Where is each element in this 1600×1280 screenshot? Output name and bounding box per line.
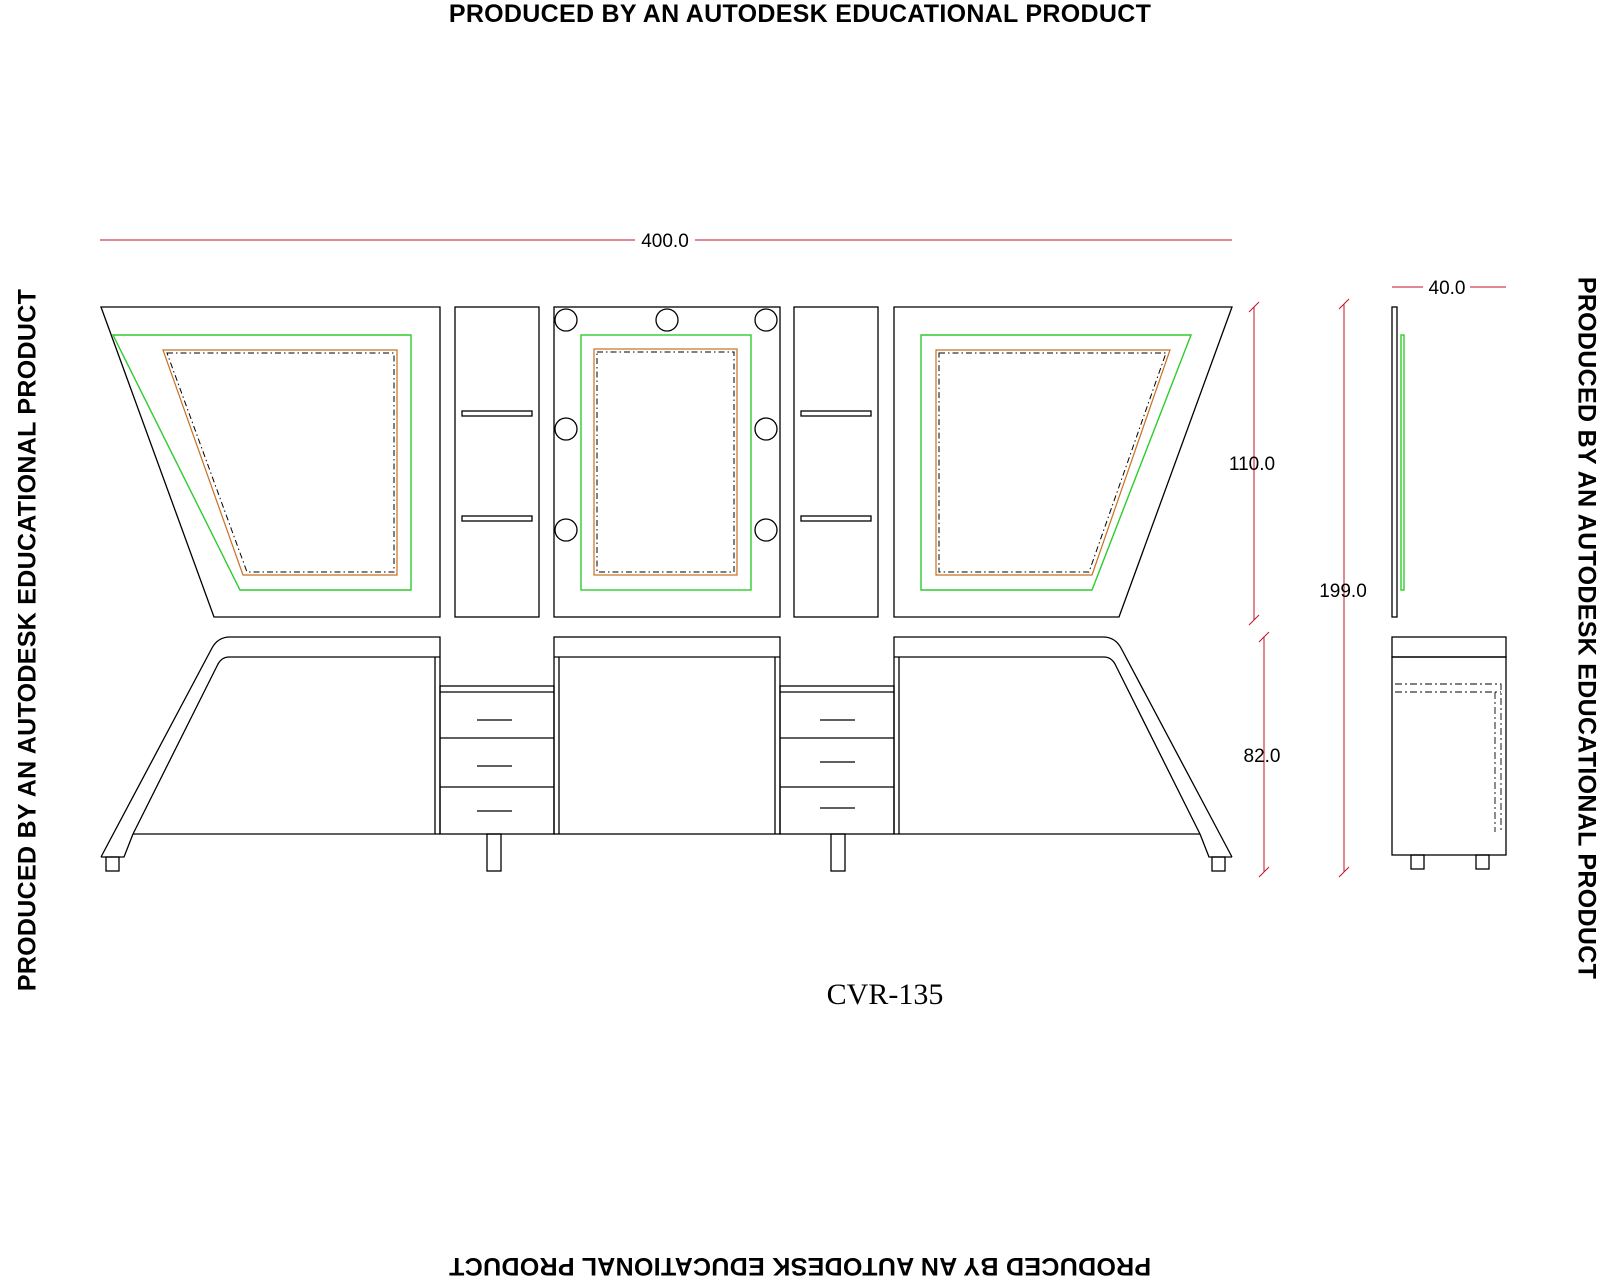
dimension-width-label: 400.0 [641,231,689,252]
right-drawer-unit [780,686,894,871]
dimension-total-height [1319,299,1367,877]
left-mirror-panel [101,307,440,617]
watermark-right: PRODUCED BY AN AUTODESK EDUCATIONAL PRODUCT [1572,276,1600,980]
center-mirror-panel [554,307,780,617]
dimension-base-height [1244,632,1281,877]
left-drawer-unit [440,686,554,871]
drawing-code: CVR-135 [826,978,944,1011]
dimension-base-height-label: 82.0 [1243,746,1281,767]
watermark-bottom: PRODUCED BY AN AUTODESK EDUCATIONAL PRODUCT [448,1252,1152,1280]
right-mirror-panel [894,307,1232,617]
dimension-width [100,231,1232,252]
dimension-mirror-height [1229,302,1275,625]
watermark-left: PRODUCED BY AN AUTODESK EDUCATIONAL PRODUCT [13,288,42,992]
dimension-mirror-height-label: 110.0 [1228,454,1276,475]
dimension-depth [1392,278,1506,299]
side-view-cabinet [1392,637,1506,869]
right-shelf-unit [794,307,878,617]
dimension-depth-label: 40.0 [1428,278,1466,299]
watermark-top: PRODUCED BY AN AUTODESK EDUCATIONAL PRODUCT [448,0,1152,28]
left-cabinet [101,637,440,871]
left-shelf-unit [455,307,539,617]
side-view-mirror [1392,307,1404,617]
right-cabinet [894,637,1232,871]
dimension-total-height-label: 199.0 [1319,581,1367,602]
vanity-bulbs [555,309,777,541]
center-cabinet [554,637,780,834]
